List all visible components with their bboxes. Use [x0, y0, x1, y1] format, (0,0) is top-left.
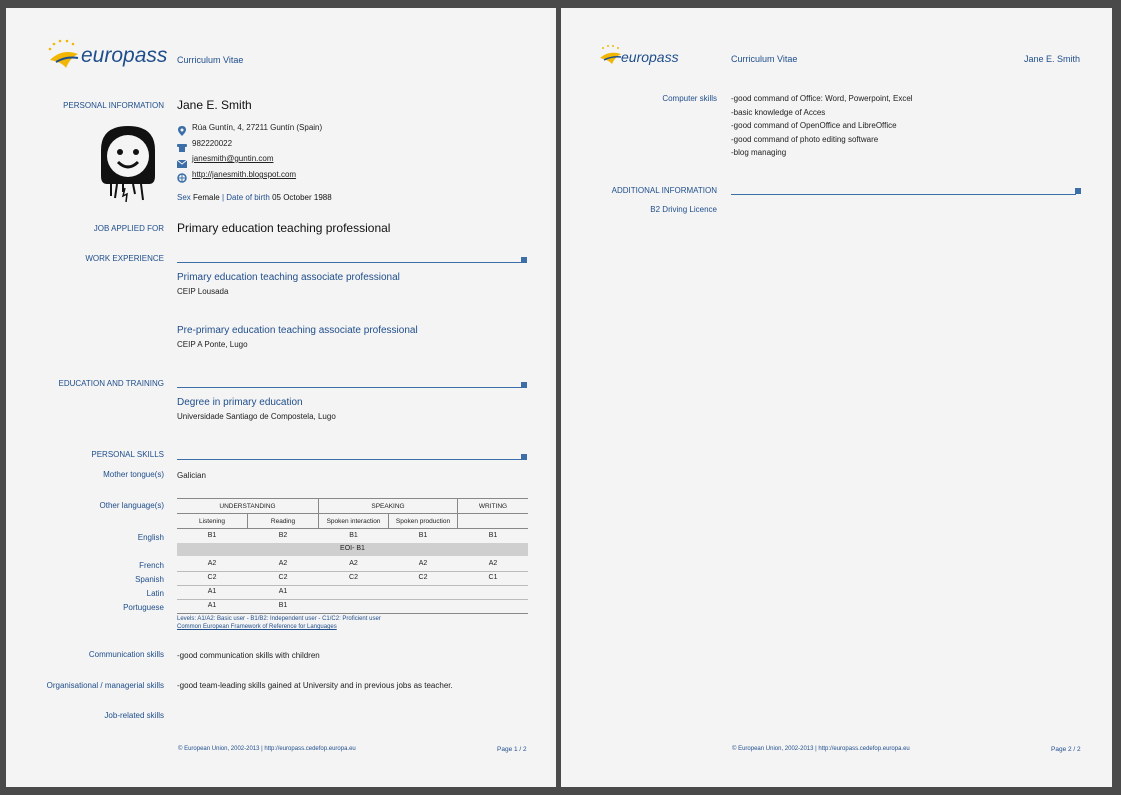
page-number: Page 1 / 2	[497, 746, 527, 753]
header-spoken-production: Spoken production	[395, 518, 451, 525]
level-cell: C1	[488, 574, 498, 581]
website-link[interactable]: http://janesmith.blogspot.com	[192, 170, 297, 179]
level-cell: B1	[418, 532, 428, 539]
language-name: Latin	[146, 589, 164, 598]
work-title: Pre-primary education teaching associate professional	[177, 325, 418, 336]
level-cell: C2	[278, 574, 288, 581]
language-name: Spanish	[135, 575, 164, 584]
education-title: Degree in primary education	[177, 397, 303, 408]
level-cell: A1	[207, 602, 217, 609]
section-rule-marker	[521, 454, 527, 460]
logo-wordmark: europass	[81, 44, 168, 67]
header-reading: Reading	[270, 518, 296, 525]
level-cell: B1	[278, 602, 288, 609]
header-writing: WRITING	[478, 503, 508, 510]
section-job-applied: JOB APPLIED FOR	[93, 224, 164, 233]
doc-title: Curriculum Vitae	[731, 54, 798, 64]
computer-skill-item: -basic knowledge of Acces	[731, 108, 826, 117]
section-additional-information: ADDITIONAL INFORMATION	[611, 186, 717, 195]
footer-copyright: © European Union, 2002-2013 | http://europass.cedefop.europa.eu	[732, 746, 910, 752]
cv-page-1	[6, 8, 556, 787]
sex-value: Female	[193, 193, 220, 202]
level-cell: C2	[349, 574, 358, 581]
level-cell: C2	[418, 574, 428, 581]
work-place: CEIP A Ponte, Lugo	[177, 340, 248, 349]
section-personal-information: PERSONAL INFORMATION	[63, 101, 164, 110]
computer-skill-item: -blog managing	[731, 148, 787, 157]
computer-skill-item: -good command of photo editing software	[731, 135, 879, 144]
other-languages-label: Other language(s)	[99, 501, 164, 510]
job-applied-value: Primary education teaching professional	[177, 221, 391, 235]
table-rule	[177, 599, 528, 600]
level-cell: B1	[488, 532, 498, 539]
email-icon	[177, 155, 187, 163]
table-rule	[177, 571, 528, 572]
section-personal-skills: PERSONAL SKILLS	[91, 450, 164, 459]
footer-copyright: © European Union, 2002-2013 | http://europass.cedefop.europa.eu	[178, 746, 356, 752]
location-pin-icon	[177, 123, 187, 133]
computer-skills-label: Computer skills	[662, 94, 717, 103]
level-cell: A1	[207, 588, 217, 595]
separator: |	[221, 193, 225, 202]
logo-wordmark: europass	[621, 49, 679, 65]
dob-label: Date of birth	[226, 193, 270, 202]
section-rule	[177, 262, 522, 263]
header-name: Jane E. Smith	[1024, 54, 1081, 64]
level-cell: A2	[278, 560, 288, 567]
mother-tongue-value: Galician	[177, 471, 206, 480]
level-cell: B1	[349, 532, 358, 539]
work-place: CEIP Lousada	[177, 287, 229, 296]
communication-skills-label: Communication skills	[88, 650, 164, 659]
person-name: Jane E. Smith	[177, 98, 252, 112]
header-understanding: UNDERSTANDING	[219, 503, 276, 510]
language-name: English	[137, 533, 164, 542]
sex-dob-line	[177, 193, 332, 202]
organisational-skills-value: -good team-leading skills gained at University and in previous jobs as teacher.	[177, 681, 453, 690]
computer-skill-item: -good command of Office: Word, Powerpoint, Excel	[731, 94, 913, 103]
table-rule	[177, 498, 528, 499]
section-rule	[731, 194, 1076, 195]
work-title: Primary education teaching associate professional	[177, 272, 400, 283]
language-name: Portuguese	[123, 603, 164, 612]
education-place: Universidade Santiago de Compostela, Lugo	[177, 412, 336, 421]
computer-skill-item: -good command of OpenOffice and LibreOffice	[731, 121, 897, 130]
phone-icon	[177, 139, 187, 148]
dob-value: 05 October 1988	[272, 193, 332, 202]
level-cell: A1	[278, 588, 288, 595]
section-education: EDUCATION AND TRAINING	[58, 379, 164, 388]
header-spoken-interaction: Spoken interaction	[326, 518, 381, 525]
table-rule	[177, 528, 528, 529]
header-speaking: SPEAKING	[371, 503, 405, 510]
level-cell: B1	[207, 532, 217, 539]
mother-tongue-label: Mother tongue(s)	[103, 470, 164, 479]
level-cell: C2	[207, 574, 217, 581]
level-cell: A2	[418, 560, 428, 567]
page-number: Page 2 / 2	[1051, 746, 1081, 753]
sex-label: Sex	[177, 193, 191, 202]
section-rule	[177, 459, 522, 460]
job-related-skills-label: Job-related skills	[104, 711, 164, 720]
table-rule	[177, 513, 528, 514]
driving-licence: B2 Driving Licence	[650, 205, 717, 214]
email-link[interactable]: janesmith@guntin.com	[192, 154, 274, 163]
organisational-skills-label: Organisational / managerial skills	[46, 681, 164, 690]
level-cell: A2	[207, 560, 217, 567]
levels-note: Levels: A1/A2: Basic user - B1/B2: Independent user - C1/C2: Proficient user	[177, 616, 381, 622]
cefr-link[interactable]: Common European Framework of Reference for Languages	[177, 624, 337, 630]
section-work-experience: WORK EXPERIENCE	[85, 254, 164, 263]
language-name: French	[139, 561, 164, 570]
avatar	[93, 122, 163, 202]
address-text: Rúa Guntín, 4, 27211 Guntín (Spain)	[192, 123, 323, 132]
cv-page-2	[561, 8, 1112, 787]
table-rule	[177, 613, 528, 614]
header-listening: Listening	[198, 518, 226, 525]
level-cell: A2	[349, 560, 358, 567]
level-cell: B2	[278, 532, 288, 539]
section-rule-marker	[521, 257, 527, 263]
website-globe-icon	[177, 170, 187, 180]
doc-title: Curriculum Vitae	[177, 55, 244, 65]
table-rule	[177, 585, 528, 586]
level-cell: A2	[488, 560, 498, 567]
section-rule	[177, 387, 522, 388]
certificate-note: EOI- B1	[340, 545, 365, 552]
communication-skills-value: -good communication skills with children	[177, 651, 320, 660]
phone-text: 982220022	[192, 139, 233, 148]
section-rule-marker	[521, 382, 527, 388]
section-rule-marker	[1075, 188, 1081, 194]
